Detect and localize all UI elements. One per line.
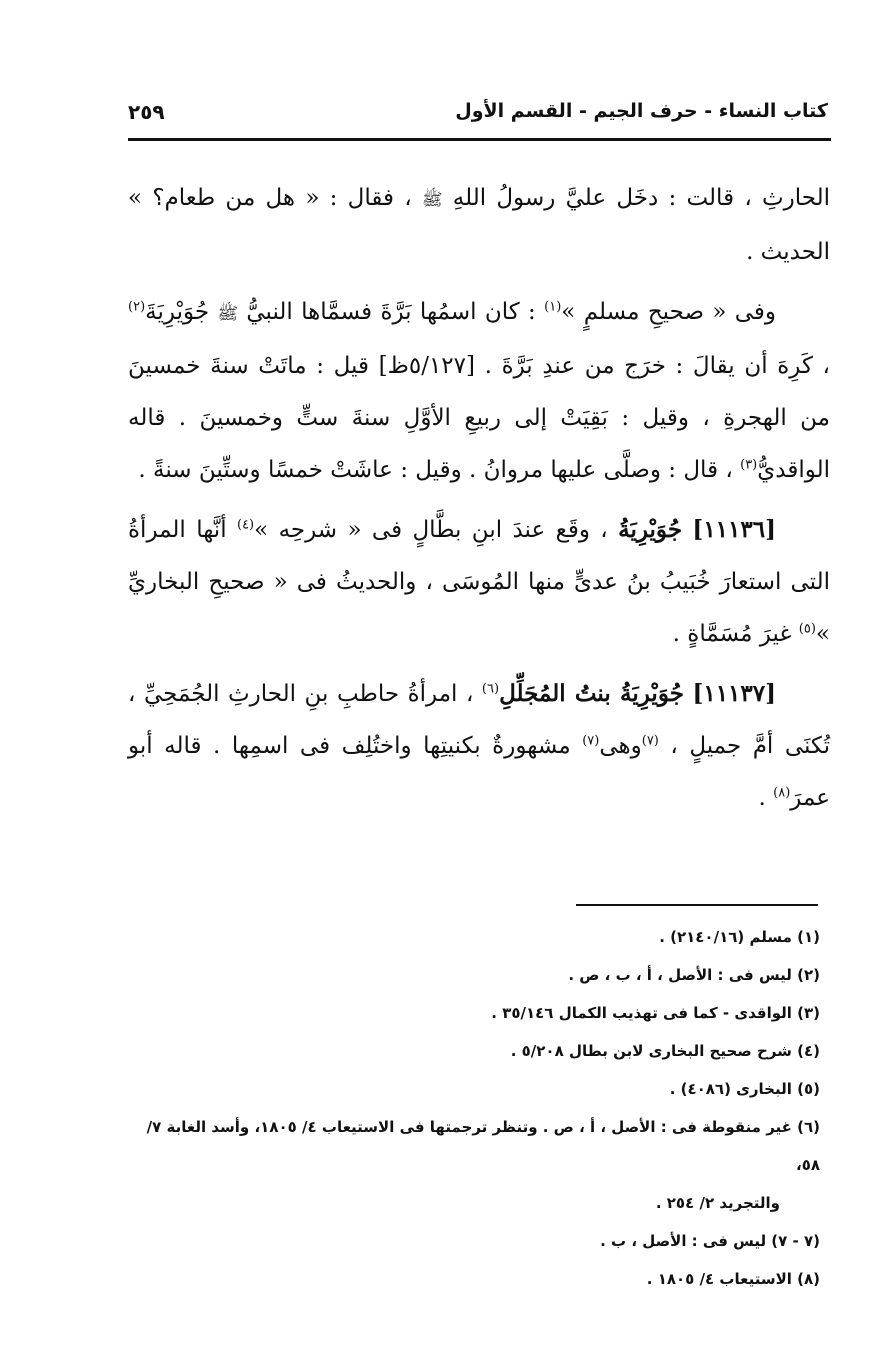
main-text xyxy=(128,172,830,832)
p4-text-a: ، امرأةُ حاطبِ بنِ الحارثِ الجُمَحِيِّ ، تُكنَى أمَّ جميلٍ ، xyxy=(128,681,831,759)
p2-text-a: وفى « صحيحِ مسلمٍ » xyxy=(561,299,777,325)
entry-name: جُوَيْرِيَةُ بنتُ المُجَلِّلِ xyxy=(499,680,684,707)
entry-number: [١١١٣٦] xyxy=(692,516,776,543)
p1-text-a: الحارثِ ، قالت : دخَل عليَّ رسولُ اللهِ xyxy=(452,185,831,211)
entry-11136 xyxy=(128,504,830,660)
p2-text-c: جُوَيْرِيَةَ xyxy=(145,299,210,325)
honorific-glyph: ﷺ xyxy=(217,304,238,324)
footnote-ref-3[interactable]: (٣) xyxy=(740,457,758,473)
footnote-ref-7-open[interactable]: (٧) xyxy=(641,733,659,749)
footnote-6: (٦) غير منقوطة فى : الأصل ، أ ، ص . وتنظر ترجمتها فى الاستيعاب ٤/ ١٨٠٥، وأسد الغابة ٧/ ٥٨، xyxy=(146,1118,820,1174)
entry-11137 xyxy=(128,668,830,824)
footnote-6-cont-text: والتجريد ٢/ ٢٥٤ . xyxy=(655,1194,780,1212)
footnote-ref-1[interactable]: (١) xyxy=(544,299,562,315)
footnote-ref-8[interactable]: (٨) xyxy=(773,785,791,801)
p4-text-d: . xyxy=(758,785,766,811)
footnotes xyxy=(128,918,820,1298)
footnote-8: (٨) الاستيعاب ٤/ ١٨٠٥ . xyxy=(646,1270,820,1288)
p3-text-b: أنَّها المرأةُ التى استعارَ خُبَيبُ بنُ عدىٍّ منها المُوسَى ، والحديثُ فى « صحيحِ البخاريِّ » xyxy=(128,517,830,647)
p2-text-e: ، قال : وصلَّى عليها مروانُ . وقيل : عاشَتْ خمسًا وستِّينَ سنةً . xyxy=(138,457,733,483)
p4-text-b: وهى xyxy=(599,733,642,759)
running-header xyxy=(128,96,828,136)
footnote-4: (٤) شرح صحيح البخارى لابن بطال ٥/٢٠٨ . xyxy=(510,1042,820,1060)
footnote-5: (٥) البخارى (٤٠٨٦) . xyxy=(669,1080,820,1098)
p2-text-d: ، كَرِهَ أن يقالَ : خرَج من عندِ بَرَّةَ . [٥/١٢٧ظ] قيل : ماتَتْ سنةَ خمسينَ من الهجرةِ ، وقيل : بَقِيَتْ إلى ربيعِ الأوَّلِ سنةَ ستٍّ وخمسينَ . قاله الواقديُّ xyxy=(128,353,830,483)
header-rule xyxy=(128,138,831,141)
footnote-ref-7-close[interactable]: (٧) xyxy=(582,733,600,749)
p2-text-b: : كان اسمُها بَرَّةَ فسمَّاها النبيُّ xyxy=(246,299,536,325)
paragraph-2 xyxy=(128,286,830,496)
footnote-ref-5[interactable]: (٥) xyxy=(798,621,816,637)
entry-number: [١١١٣٧] xyxy=(692,680,777,707)
footnote-separator xyxy=(576,904,818,906)
footnote-6-continuation xyxy=(128,1184,820,1222)
footnote-2: (٢) ليس فى : الأصل ، أ ، ب ، ص . xyxy=(568,966,820,984)
entry-name: جُوَيْرِيَةُ xyxy=(618,516,683,543)
footnote-7: (٧ - ٧) ليس فى : الأصل ، ب . xyxy=(600,1232,820,1250)
p4-text-c: مشهورةٌ بكنيتِها واختُلِف فى اسمِها . قاله أبو عمرَ xyxy=(128,733,830,811)
footnote-1: (١) مسلم (٢١٤٠/١٦) . xyxy=(659,928,820,946)
p3-text-a: ، وقَع عندَ ابنِ بطَّالٍ فى « شرحِه » xyxy=(254,517,608,543)
honorific-glyph: ﷺ xyxy=(421,190,443,210)
p3-text-c: غيرَ مُسَمَّاةٍ . xyxy=(672,621,792,647)
paragraph-1 xyxy=(128,172,830,278)
p1-text-b: ، فقال : « هل من طعام؟ » الحديث . xyxy=(128,185,830,265)
footnote-ref-6[interactable]: (٦) xyxy=(481,681,500,697)
footnote-ref-4[interactable]: (٤) xyxy=(236,517,255,533)
running-title: كتاب النساء - حرف الجيم - القسم الأول xyxy=(455,100,828,122)
footnote-ref-2[interactable]: (٢) xyxy=(128,299,146,315)
footnote-3: (٣) الواقدى - كما فى تهذيب الكمال ٣٥/١٤٦ . xyxy=(491,1004,820,1022)
page-number: ٢٥٩ xyxy=(128,100,165,124)
